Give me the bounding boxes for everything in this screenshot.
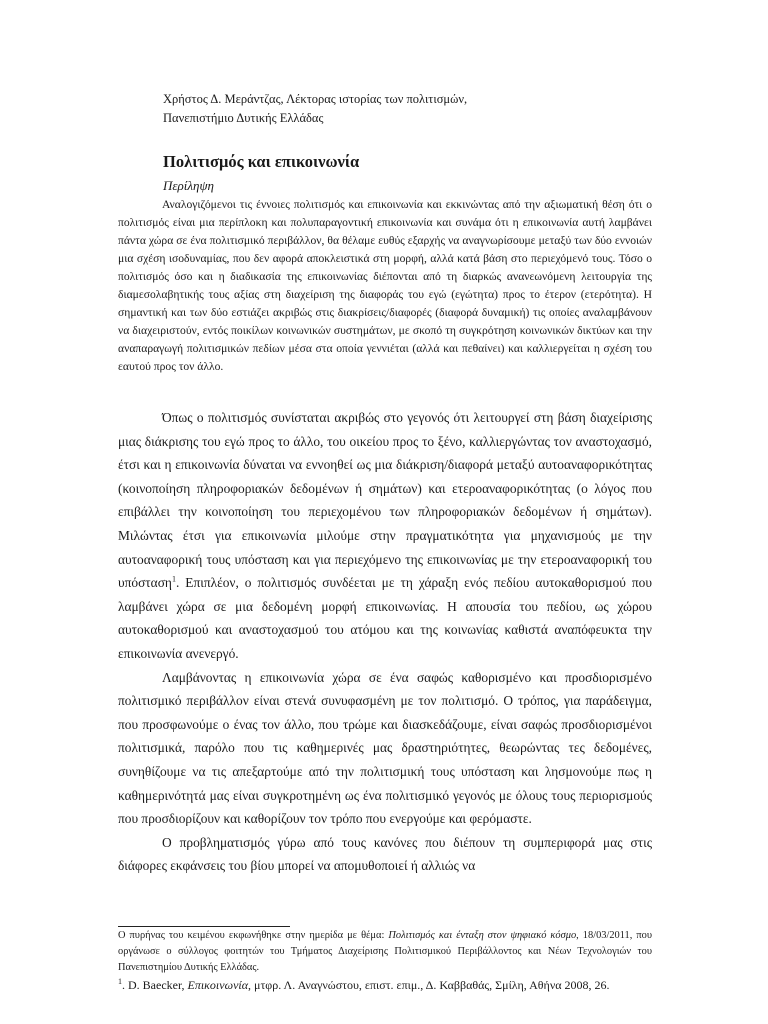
body-paragraph: Ο προβληματισμός γύρω από τους κανόνες που διέπουν τη συμπεριφορά μας στις διάφορες εκφάνσεις του βίου μπορεί να απομυθοποιεί ή αλλιώς να — [118, 834, 652, 874]
paragraph-text: . Επιπλέον, ο πολιτισμός συνδέεται με τη χάραξη ενός πεδίου αυτοκαθορισμού που λαμβάνει χώρα σε μια δεδομένη μορφή επικοινωνίας. Η απουσία του πεδίου, ως χώρου αυτοκαθορισμού και αναστοχασμού του ατόμου και της κοινωνίας καθιστά αναπόφευκτα την επικοινωνία ανενεργό. — [118, 575, 652, 661]
footnote-separator — [118, 926, 290, 927]
body-paragraph: Λαμβάνοντας η επικοινωνία χώρα σε ένα σαφώς καθορισμένο και προσδιορισμένο πολιτισμικό περιβάλλον είναι στενά συνυφασμένη με τον πολιτισμό. Ο τρόπος, για παράδειγμα, που προσφωνούμε ο ένας τον άλλο, που τρώμε και διασκεδάζουμε, είναι σαφώς προσδιορισμένοι πολιτισμικά, παρόλο που τις καθημερινές μας δραστηριότητες, θεωρώντας τες δεδομένες, συνηθίζουμε να τις απεξαρτούμε από την πολιτισμική τους υπόσταση και λησμονούμε πως η καθημερινότητά μας είναι συγκροτημένη ως ένα πολιτισμικό γεγονός με όλους τους περιορισμούς που προσδιορίζουν και καθορίζουν τον τρόπο που ενεργούμε και φερόμαστε. — [118, 669, 652, 827]
footnote-text: , 18/03/2011, που οργάνωσε ο σύλλογος φοιτητών του Τμήματος Διαχείρισης Πολιτισμικού Περιβάλλοντος και Νέων Τεχνολογιών του Πανεπιστημίου Δυτικής Ελλάδας. — [118, 930, 652, 973]
body-text — [118, 406, 652, 878]
abstract-heading: Περίληψη — [163, 178, 214, 193]
author-name-line: Χρήστος Δ. Μεράντζας, Λέκτορας ιστορίας των πολιτισμών, — [163, 92, 468, 106]
abstract-text: Αναλογιζόμενοι τις έννοιες πολιτισμός και επικοινωνία και εκκινώντας από την αξιωματική θέση ότι ο πολιτισμός είναι μια περίπλοκη και πολυπαραγοντική επικοινωνία και συνάμα ότι η επικοινωνία αυτή λαμβάνει πάντα χώρα σε ένα πολιτισμικό περιβάλλον, θα θέλαμε ευθύς εξαρχής να αναγνωρίσουμε μεταξύ των δύο εννοιών μια σχέση ισοδυναμίας, που δεν αφορά αποκλειστικά στη μορφή, αλλά κατά βάση στο περιεχόμενό τους. Τόσο ο πολιτισμός όσο και η διαδικασία της επικοινωνίας διέπονται από τη διαρκώς ανανεωνόμενη λειτουργία της διαμεσολαβητικής τους αξίας στη διαχείριση της διαφοράς του εγώ (εγώτητα) προς το έτερον (ετερότητα). Η σημαντική και των δύο εστιάζει ακριβώς στις διακρίσεις/διαφορές (διαφορά δυναμική) τις οποίες αναλαμβάνουν να διαχειριστούν, εντός ποικίλων κοινωνικών συστημάτων, με σκοπό τη συγκρότηση κοινωνικών δικτύων και την αναπαραγωγή πολιτισμικών πεδίων μέσα στα οποία γεννιέται (αλλά και πεθαίνει) και καλλιεργείται η σχέση του εαυτού προς τον άλλο. — [118, 198, 652, 373]
body-paragraph — [118, 406, 652, 666]
footnotes — [118, 928, 652, 994]
article-title: Πολιτισμός και επικοινωνία — [163, 152, 360, 171]
footnote-text: Ο πυρήνας του κειμένου εκφωνήθηκε στην ημερίδα με θέμα: — [118, 930, 389, 941]
footnote-italic-title: Επικοινωνία — [187, 978, 249, 992]
paragraph-text: Όπως ο πολιτισμός συνίσταται ακριβώς στο γεγονός ότι λειτουργεί στη βάση διαχείρισης μιας διάκρισης του εγώ προς το άλλο, του οικείου προς το ξένο, καλλιεργώντας τον αναστοχασμό, έτσι και η επικοινωνία δύναται να εννοηθεί ως μια διάκριση/διαφορά μεταξύ αυτοαναφορικότητας (κοινοποίηση πληροφοριακών δεδομένων ή σημάτων) και ετεροαναφορικότητας (ο λόγος που επιβάλλει την κοινοποίηση του περιεχομένου των πληροφοριακών δεδομένων ή σημάτων). Μιλώντας έτσι για επικοινωνία μιλούμε στην πραγματικότητα για μηχανισμούς με την αυτοαναφορική τους υπόσταση και για περιεχόμενο της επικοινωνίας με την ετεροαναφορική του υπόσταση — [118, 410, 652, 591]
author-affiliation-line: Πανεπιστήμιο Δυτικής Ελλάδας — [163, 111, 324, 125]
footnote-reference: 1 — [171, 574, 176, 584]
footnote-italic-title: Πολιτισμός και ένταξη στον ψηφιακό κόσμο — [388, 930, 577, 941]
footnote-text: , μτφρ. Λ. Αναγνώστου, επιστ. επιμ., Δ. Καββαθάς, Σμίλη, Αθήνα 2008, 26. — [248, 978, 610, 992]
footnote-text: . D. Baecker, — [122, 978, 188, 992]
footnote-number: 1 — [118, 977, 122, 986]
footnote-unnumbered — [118, 928, 652, 976]
author-block — [163, 90, 643, 128]
footnote-1 — [118, 976, 652, 994]
